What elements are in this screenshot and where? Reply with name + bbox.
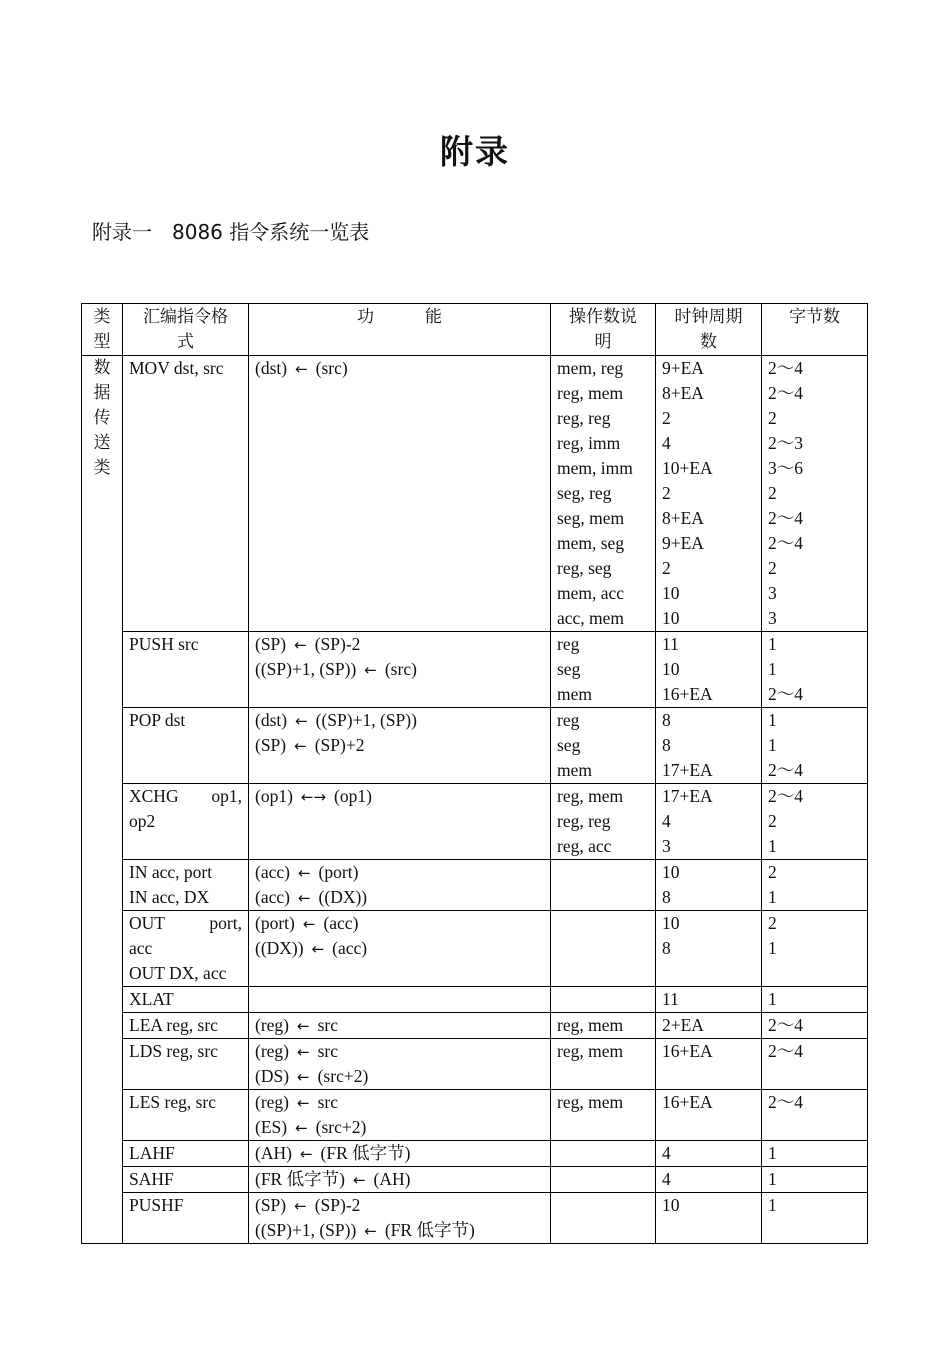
left-arrow-icon: ← — [311, 940, 325, 958]
clock-cell — [656, 784, 762, 860]
category-char: 类 — [93, 458, 111, 478]
clock-line: 2+EA — [662, 1015, 704, 1035]
operand-line: mem, imm — [557, 458, 633, 478]
function-source: ((DX)) — [318, 887, 368, 907]
category-char: 数 — [93, 358, 111, 378]
clock-line: 8+EA — [662, 383, 704, 403]
bytes-line: 2～4 — [768, 1092, 803, 1112]
bytes-line: 2～4 — [768, 760, 803, 780]
bytes-line: 2～4 — [768, 533, 803, 553]
instruction-table — [81, 303, 868, 1244]
clock-line: 8 — [662, 710, 671, 730]
bytes-line: 1 — [768, 1143, 777, 1163]
bytes-cell — [762, 632, 868, 708]
function-source: ((SP)+1, (SP)) — [315, 710, 417, 730]
function-source: (acc) — [332, 938, 368, 958]
function-dest: (DS) — [255, 1066, 290, 1086]
function-line — [255, 885, 544, 910]
function-line — [255, 784, 544, 809]
header-type — [82, 304, 123, 356]
function-line — [255, 1064, 544, 1089]
left-arrow-icon: ← — [294, 737, 307, 755]
clock-line: 10 — [662, 1195, 680, 1215]
category-cell — [82, 356, 123, 1244]
function-cell — [249, 911, 551, 987]
operand-line: reg, imm — [557, 433, 621, 453]
left-arrow-icon: ← — [297, 889, 311, 907]
function-dest: (op1) — [255, 786, 293, 806]
format-word: op1, — [211, 786, 242, 806]
clock-cell — [656, 1039, 762, 1090]
operand-cell — [551, 1090, 656, 1141]
bytes-line: 2 — [768, 483, 777, 503]
header-format-line1: 汇编指令格 — [143, 307, 228, 327]
table-row — [82, 356, 868, 632]
clock-line: 10 — [662, 862, 680, 882]
clock-line: 8 — [662, 735, 671, 755]
operand-cell — [551, 1167, 656, 1193]
exchange-arrow-icon: ←→ — [300, 788, 327, 806]
left-arrow-icon: ← — [297, 1043, 310, 1061]
bytes-cell — [762, 1090, 868, 1141]
clock-line: 9+EA — [662, 533, 704, 553]
function-cell — [249, 1141, 551, 1167]
clock-cell — [656, 1167, 762, 1193]
function-cell — [249, 1167, 551, 1193]
function-dest: (dst) — [255, 358, 288, 378]
operand-line: seg, mem — [557, 508, 625, 528]
function-dest: ((SP)+1, (SP)) — [255, 659, 357, 679]
bytes-cell — [762, 987, 868, 1013]
table-row — [82, 1167, 868, 1193]
operand-cell — [551, 1013, 656, 1039]
format-cell — [123, 1193, 249, 1244]
function-source: (acc) — [323, 913, 359, 933]
function-dest: (dst) — [255, 710, 288, 730]
format-line: PUSH src — [129, 634, 199, 654]
category-char: 传 — [93, 408, 111, 428]
bytes-line: 3 — [768, 583, 777, 603]
format-line — [129, 784, 242, 809]
function-dest: (SP) — [255, 735, 287, 755]
table-body — [82, 356, 868, 1244]
function-source: src — [317, 1041, 338, 1061]
bytes-cell — [762, 708, 868, 784]
function-source: (src) — [384, 659, 417, 679]
format-word: port, — [209, 913, 242, 933]
bytes-line: 2～3 — [768, 433, 803, 453]
function-source: (SP)-2 — [314, 1195, 361, 1215]
function-line — [255, 1193, 544, 1218]
function-source: (FR 低字节) — [384, 1220, 475, 1240]
bytes-line: 2～4 — [768, 684, 803, 704]
operand-line: reg, mem — [557, 1015, 624, 1035]
function-dest: (reg) — [255, 1041, 290, 1061]
function-line — [255, 1039, 544, 1064]
bytes-line: 1 — [768, 1169, 777, 1189]
bytes-line: 2～4 — [768, 1041, 803, 1061]
clock-cell — [656, 1013, 762, 1039]
table-row — [82, 1013, 868, 1039]
clock-line: 4 — [662, 1169, 671, 1189]
header-clock-line1: 时钟周期 — [674, 307, 743, 327]
function-dest: ((SP)+1, (SP)) — [255, 1220, 357, 1240]
left-arrow-icon: ← — [295, 360, 308, 378]
clock-line: 2 — [662, 483, 671, 503]
left-arrow-icon: ← — [297, 1068, 310, 1086]
category-char: 据 — [93, 383, 111, 403]
function-dest: (acc) — [255, 862, 290, 882]
clock-cell — [656, 708, 762, 784]
format-line: POP dst — [129, 710, 186, 730]
format-line: LAHF — [129, 1143, 175, 1163]
header-type-line2: 型 — [93, 332, 111, 352]
header-bytes: 字节数 — [762, 304, 868, 356]
function-source: (src+2) — [315, 1117, 367, 1137]
clock-cell — [656, 1090, 762, 1141]
clock-line: 2 — [662, 558, 671, 578]
function-cell — [249, 1193, 551, 1244]
bytes-line: 1 — [768, 634, 777, 654]
header-type-line1: 类 — [93, 307, 111, 327]
function-line — [255, 1167, 544, 1192]
table-row — [82, 860, 868, 911]
clock-line: 10 — [662, 583, 680, 603]
operand-cell — [551, 708, 656, 784]
function-line — [255, 708, 544, 733]
left-arrow-icon: ← — [294, 636, 307, 654]
table-row — [82, 1193, 868, 1244]
function-source: src — [317, 1092, 338, 1112]
left-arrow-icon: ← — [295, 712, 308, 730]
bytes-line: 1 — [768, 659, 777, 679]
clock-line: 4 — [662, 433, 671, 453]
function-line — [255, 632, 544, 657]
operand-line: reg, mem — [557, 383, 624, 403]
format-line: IN acc, port — [129, 862, 213, 882]
function-dest: (SP) — [255, 634, 287, 654]
header-format-line2: 式 — [177, 332, 194, 352]
table-row — [82, 987, 868, 1013]
clock-cell — [656, 1193, 762, 1244]
format-line: LEA reg, src — [129, 1015, 218, 1035]
bytes-line: 1 — [768, 1195, 777, 1215]
operand-line: mem — [557, 760, 592, 780]
function-line — [255, 911, 544, 936]
left-arrow-icon: ← — [364, 661, 377, 679]
header-clock-line2: 数 — [700, 332, 717, 352]
table-row — [82, 1039, 868, 1090]
function-source: (SP)+2 — [314, 735, 365, 755]
format-line: op2 — [129, 811, 156, 831]
left-arrow-icon: ← — [297, 864, 311, 882]
operand-line: reg, seg — [557, 558, 612, 578]
table-row — [82, 632, 868, 708]
operand-line: reg, mem — [557, 1092, 624, 1112]
format-cell — [123, 1167, 249, 1193]
bytes-cell — [762, 1167, 868, 1193]
operand-line: mem, seg — [557, 533, 625, 553]
function-source: (FR 低字节) — [320, 1143, 411, 1163]
left-arrow-icon: ← — [352, 1171, 366, 1189]
function-source: (port) — [318, 862, 359, 882]
function-source: (SP)-2 — [314, 634, 361, 654]
left-arrow-icon: ← — [299, 1145, 313, 1163]
function-line — [255, 1141, 544, 1166]
operand-line: reg, mem — [557, 786, 624, 806]
function-dest: (port) — [255, 913, 295, 933]
left-arrow-icon: ← — [364, 1222, 377, 1240]
format-cell — [123, 1039, 249, 1090]
function-dest: ((DX)) — [255, 938, 304, 958]
bytes-line: 2～4 — [768, 383, 803, 403]
bytes-line: 2～4 — [768, 1015, 803, 1035]
clock-line: 16+EA — [662, 1041, 713, 1061]
bytes-line: 2～4 — [768, 508, 803, 528]
function-cell — [249, 860, 551, 911]
function-dest: (reg) — [255, 1092, 290, 1112]
bytes-line: 1 — [768, 710, 777, 730]
operand-line: reg, acc — [557, 836, 612, 856]
clock-cell — [656, 632, 762, 708]
clock-line: 10+EA — [662, 458, 713, 478]
operand-line: seg, reg — [557, 483, 612, 503]
format-cell — [123, 1090, 249, 1141]
clock-line: 2 — [662, 408, 671, 428]
format-cell — [123, 911, 249, 987]
format-line: LES reg, src — [129, 1092, 216, 1112]
format-word: XCHG — [129, 786, 179, 806]
clock-line: 10 — [662, 913, 680, 933]
clock-line: 11 — [662, 634, 679, 654]
function-line — [255, 1090, 544, 1115]
function-source: (op1) — [334, 786, 372, 806]
clock-line: 17+EA — [662, 786, 713, 806]
function-source: src — [317, 1015, 338, 1035]
bytes-line: 3 — [768, 608, 777, 628]
bytes-line: 1 — [768, 989, 777, 1009]
header-operand — [551, 304, 656, 356]
format-cell — [123, 860, 249, 911]
function-dest: (FR 低字节) — [255, 1169, 345, 1189]
bytes-line: 2～4 — [768, 358, 803, 378]
bytes-line: 1 — [768, 887, 777, 907]
operand-line: acc, mem — [557, 608, 625, 628]
operand-line: reg, reg — [557, 408, 611, 428]
operand-line: reg, reg — [557, 811, 611, 831]
page-title: 附录 — [440, 132, 510, 171]
bytes-line: 2～4 — [768, 786, 803, 806]
function-dest: (ES) — [255, 1117, 288, 1137]
function-line — [255, 1115, 544, 1140]
operand-line: mem, reg — [557, 358, 624, 378]
format-cell — [123, 1013, 249, 1039]
format-cell — [123, 784, 249, 860]
function-dest: (acc) — [255, 887, 290, 907]
function-line — [255, 1013, 544, 1038]
operand-cell — [551, 987, 656, 1013]
header-function: 功 能 — [249, 304, 551, 356]
function-dest: (AH) — [255, 1143, 292, 1163]
function-cell — [249, 1013, 551, 1039]
table-row — [82, 911, 868, 987]
operand-cell — [551, 911, 656, 987]
clock-line: 8 — [662, 938, 671, 958]
function-cell — [249, 784, 551, 860]
left-arrow-icon: ← — [297, 1094, 310, 1112]
clock-line: 3 — [662, 836, 671, 856]
clock-line: 16+EA — [662, 1092, 713, 1112]
clock-line: 10 — [662, 659, 680, 679]
table-row — [82, 1090, 868, 1141]
bytes-line: 2 — [768, 862, 777, 882]
function-cell — [249, 987, 551, 1013]
function-line — [255, 936, 544, 961]
format-line: MOV dst, src — [129, 358, 224, 378]
header-operand-line2: 明 — [594, 332, 612, 352]
operand-cell — [551, 632, 656, 708]
function-cell — [249, 1039, 551, 1090]
format-cell — [123, 987, 249, 1013]
function-dest: (SP) — [255, 1195, 287, 1215]
table-row — [82, 784, 868, 860]
section-heading: 附录一 8086 指令系统一览表 — [92, 220, 370, 244]
bytes-line: 2 — [768, 558, 777, 578]
function-cell — [249, 708, 551, 784]
operand-line: mem — [557, 684, 592, 704]
header-operand-line1: 操作数说 — [569, 307, 637, 327]
bytes-line: 2 — [768, 913, 777, 933]
clock-cell — [656, 987, 762, 1013]
clock-line: 16+EA — [662, 684, 713, 704]
table-header-row — [82, 304, 868, 356]
operand-line: reg — [557, 634, 580, 654]
clock-line: 4 — [662, 811, 671, 831]
left-arrow-icon: ← — [302, 915, 316, 933]
bytes-line: 2 — [768, 811, 777, 831]
operand-line: seg — [557, 735, 581, 755]
bytes-line: 1 — [768, 836, 777, 856]
function-dest: (reg) — [255, 1015, 290, 1035]
operand-cell — [551, 860, 656, 911]
bytes-cell — [762, 860, 868, 911]
format-line: SAHF — [129, 1169, 174, 1189]
format-cell — [123, 708, 249, 784]
operand-cell — [551, 1141, 656, 1167]
clock-cell — [656, 860, 762, 911]
bytes-line: 1 — [768, 735, 777, 755]
header-format — [123, 304, 249, 356]
format-line: PUSHF — [129, 1195, 184, 1215]
bytes-cell — [762, 356, 868, 632]
bytes-cell — [762, 1141, 868, 1167]
bytes-line: 2 — [768, 408, 777, 428]
function-line — [255, 356, 544, 381]
operand-line: reg, mem — [557, 1041, 624, 1061]
function-cell — [249, 356, 551, 632]
bytes-cell — [762, 1039, 868, 1090]
table-row — [82, 1141, 868, 1167]
operand-cell — [551, 1193, 656, 1244]
format-line: IN acc, DX — [129, 887, 210, 907]
left-arrow-icon: ← — [295, 1119, 308, 1137]
bytes-cell — [762, 1193, 868, 1244]
function-source: (src+2) — [317, 1066, 369, 1086]
clock-cell — [656, 356, 762, 632]
format-cell — [123, 356, 249, 632]
format-line — [129, 911, 242, 936]
function-line — [255, 733, 544, 758]
format-word: OUT — [129, 913, 165, 933]
bytes-line: 3～6 — [768, 458, 803, 478]
header-clock — [656, 304, 762, 356]
left-arrow-icon: ← — [297, 1017, 310, 1035]
clock-line: 17+EA — [662, 760, 713, 780]
operand-cell — [551, 1039, 656, 1090]
bytes-cell — [762, 911, 868, 987]
clock-line: 9+EA — [662, 358, 704, 378]
operand-line: reg — [557, 710, 580, 730]
function-line — [255, 1218, 544, 1243]
bytes-cell — [762, 1013, 868, 1039]
format-cell — [123, 632, 249, 708]
left-arrow-icon: ← — [294, 1197, 307, 1215]
operand-line: seg — [557, 659, 581, 679]
function-cell — [249, 632, 551, 708]
format-line: LDS reg, src — [129, 1041, 218, 1061]
clock-line: 8+EA — [662, 508, 704, 528]
format-line: acc — [129, 938, 153, 958]
function-line — [255, 860, 544, 885]
function-source: (AH) — [373, 1169, 411, 1189]
bytes-cell — [762, 784, 868, 860]
table-row — [82, 708, 868, 784]
operand-line: mem, acc — [557, 583, 625, 603]
clock-line: 8 — [662, 887, 671, 907]
function-cell — [249, 1090, 551, 1141]
format-line: XLAT — [129, 989, 174, 1009]
bytes-line: 1 — [768, 938, 777, 958]
clock-cell — [656, 911, 762, 987]
operand-cell — [551, 784, 656, 860]
operand-cell — [551, 356, 656, 632]
clock-cell — [656, 1141, 762, 1167]
clock-line: 11 — [662, 989, 679, 1009]
function-line — [255, 657, 544, 682]
format-line: OUT DX, acc — [129, 963, 227, 983]
function-source: (src) — [315, 358, 348, 378]
format-cell — [123, 1141, 249, 1167]
clock-line: 10 — [662, 608, 680, 628]
category-char: 送 — [93, 433, 111, 453]
clock-line: 4 — [662, 1143, 671, 1163]
